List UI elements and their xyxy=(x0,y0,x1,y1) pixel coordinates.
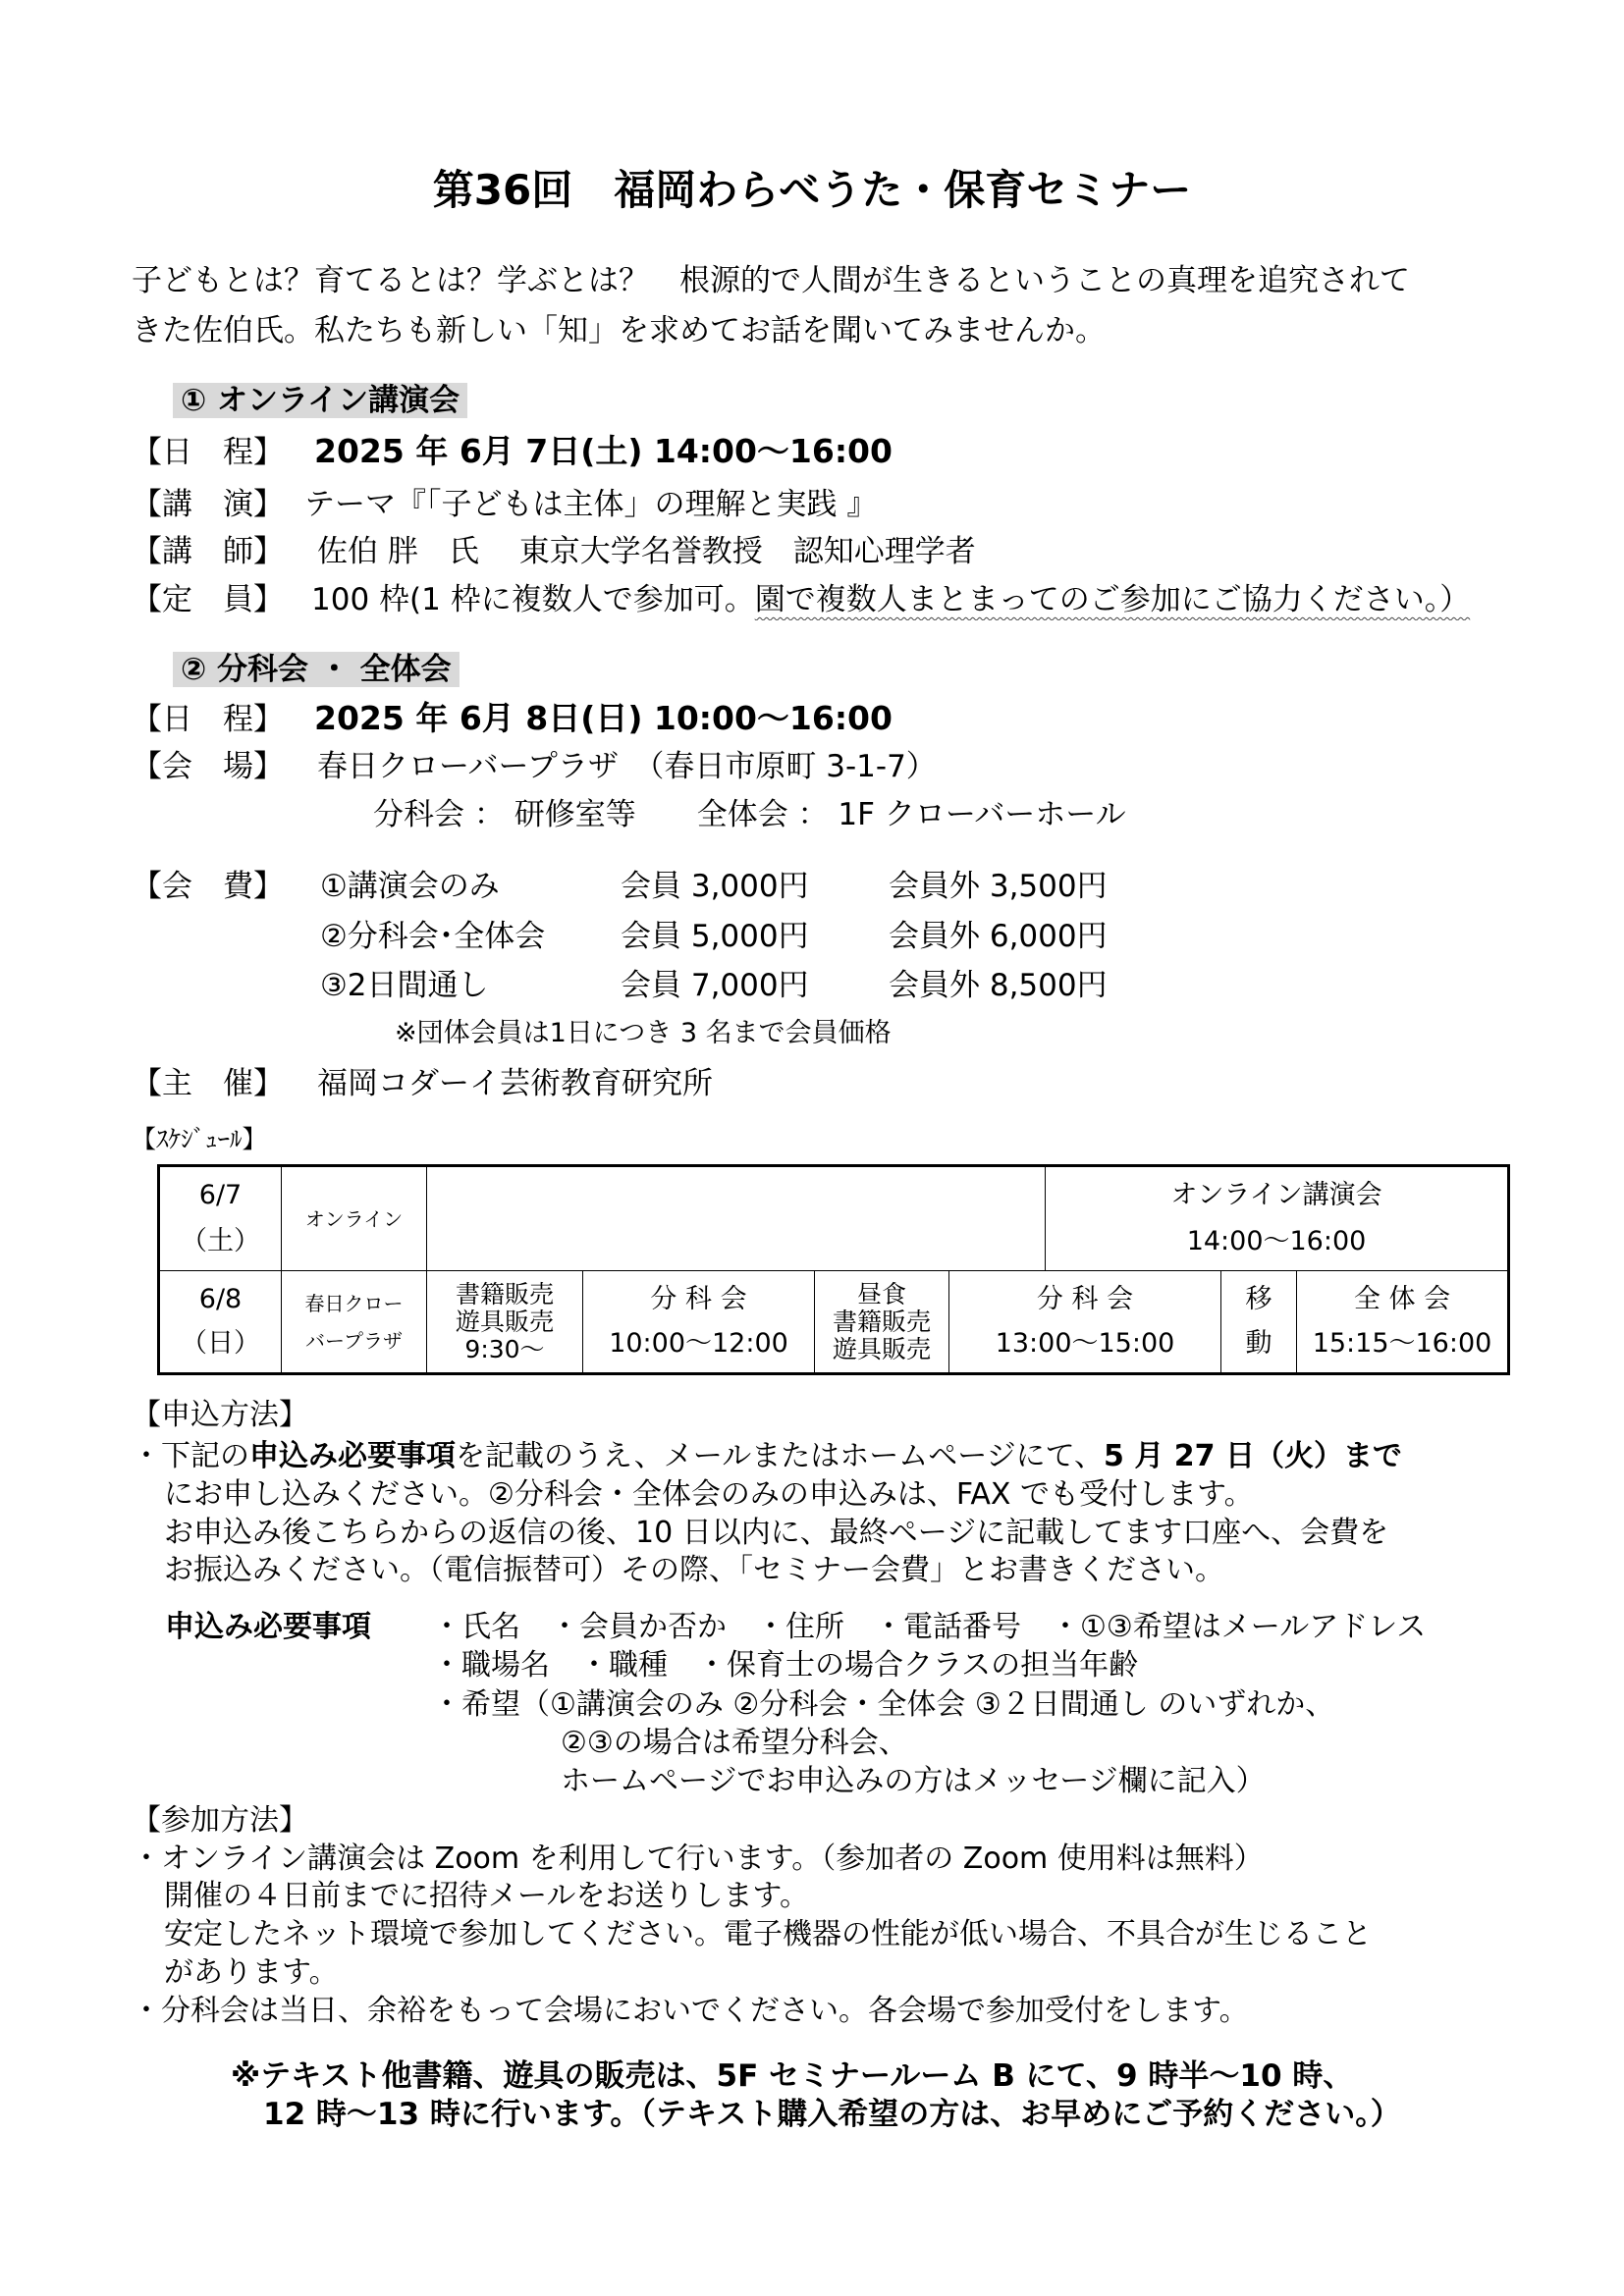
schedule-slot-line: 9:30～ xyxy=(464,1334,545,1363)
required-items-line-5: ホームページでお申込みの方はメッセージ欄に記入） xyxy=(561,1764,1266,1798)
fee-plan: ②分科会･全体会 xyxy=(320,919,546,954)
application-text: を記載のうえ、メールまたはホームページにて、 xyxy=(456,1439,1104,1473)
sessions-venue-row xyxy=(132,746,1585,787)
fee-non-member: 会員外 3,500円 xyxy=(889,869,1108,904)
sessions-date-value: 2025 年 6月 8日(日) 10:00～16:00 xyxy=(314,699,893,737)
lecture-capacity-label: 【定 員】 xyxy=(132,582,284,617)
schedule-slot-line: 13:00～15:00 xyxy=(995,1328,1175,1360)
sessions-rooms: 分科会 ： 研修室等 全体会 ： 1F クローバーホール xyxy=(373,797,1126,832)
schedule-day2-date-cell xyxy=(160,1271,282,1372)
schedule-slot-session-afternoon xyxy=(949,1271,1221,1372)
lecture-capacity-value: 100 枠(1 枠に複数人で参加可。 xyxy=(311,582,755,617)
required-items-line-1: ・氏名 ・会員か否か ・住所 ・電話番号 ・①③希望はメールアドレス xyxy=(432,1610,1427,1644)
fee-plan: ①講演会のみ xyxy=(320,869,500,904)
lecture-speaker-row xyxy=(132,531,1585,572)
application-heading: 【申込方法】 xyxy=(132,1398,308,1432)
schedule-slot-plenary xyxy=(1297,1271,1507,1372)
application-required-emphasis: 申込み必要事項 xyxy=(249,1439,456,1473)
participation-heading: 【参加方法】 xyxy=(132,1803,308,1838)
sessions-date-row xyxy=(132,698,1585,740)
intro-line-2: きた佐伯氏。私たちも新しい「知」を求めてお話を聞いてみませんか。 xyxy=(132,313,1106,348)
fee-row-3 xyxy=(320,965,1585,1006)
lecture-date-row xyxy=(132,431,1585,473)
schedule-day1-event: オンライン講演会 xyxy=(1170,1180,1382,1211)
page-title: 第36回 福岡わらべうた・保育セミナー xyxy=(432,166,1192,214)
schedule-day2-place-line: 春日クロー xyxy=(304,1291,404,1315)
schedule-slot-lunch xyxy=(815,1271,949,1372)
application-line-3: お申込み後こちらからの返信の後、10 日以内に、最終ページに記載してます口座へ、会費を xyxy=(164,1516,1389,1550)
schedule-slot-line: 遊具販売 xyxy=(455,1307,554,1336)
lecture-speaker-value: 佐伯 胖 氏 東京大学名誉教授 認知心理学者 xyxy=(317,534,976,569)
schedule-heading: 【ｽｹｼﾞｭｰﾙ】 xyxy=(132,1125,267,1153)
fee-member: 会員 5,000円 xyxy=(621,919,809,954)
schedule-day2-weekday: （日） xyxy=(181,1328,260,1360)
application-text: ・下記の xyxy=(132,1439,249,1473)
schedule-day1-event-cell xyxy=(1046,1167,1507,1271)
sessions-section-heading xyxy=(173,649,1585,690)
schedule-slot-line: 分 科 会 xyxy=(1036,1283,1134,1314)
participation-line-3: 安定したネット環境で参加してください。電子機器の性能が低い場合、不具合が生じること xyxy=(164,1917,1372,1951)
fee-member: 会員 3,000円 xyxy=(621,869,809,904)
application-deadline: 5 月 27 日（火）まで xyxy=(1104,1439,1402,1473)
schedule-slot-line: 15:15～16:00 xyxy=(1312,1328,1492,1360)
schedule-day1-place-cell xyxy=(282,1167,427,1271)
application-line-1 xyxy=(132,1438,1585,1475)
schedule-table xyxy=(157,1164,1510,1375)
required-items-line-2: ・職場名 ・職種 ・保育士の場合クラスの担当年齢 xyxy=(432,1648,1139,1682)
schedule-slot-line: 書籍販売 xyxy=(832,1307,931,1336)
schedule-day2-date: 6/8 xyxy=(198,1283,243,1314)
fee-non-member: 会員外 6,000円 xyxy=(889,919,1108,954)
schedule-day1-time: 14:00～16:00 xyxy=(1186,1225,1367,1256)
fee-plan: ③2日間通し xyxy=(320,968,489,1003)
schedule-day2-place-cell xyxy=(282,1271,427,1372)
required-items-line-4: ②③の場合は希望分科会、 xyxy=(561,1726,908,1760)
fee-label: 【会 費】 xyxy=(132,869,284,904)
lecture-capacity-row xyxy=(132,579,1585,620)
participation-line-2: 開催の４日前までに招待メールをお送りします。 xyxy=(164,1879,809,1913)
lecture-speaker-label: 【講 師】 xyxy=(132,534,284,569)
required-items-label: 申込み必要事項 xyxy=(165,1610,371,1644)
schedule-slot-line: 10:00～12:00 xyxy=(609,1328,788,1360)
organizer-row xyxy=(132,1063,1585,1104)
schedule-day2-place-line: バープラザ xyxy=(305,1328,403,1353)
schedule-slot-line: 昼食 xyxy=(856,1279,906,1308)
fee-member: 会員 7,000円 xyxy=(621,968,809,1003)
lecture-talk-label: 【講 演】 xyxy=(132,487,284,522)
required-items-line-3: ・希望（①講演会のみ ②分科会・全体会 ③２日間通し のいずれか、 xyxy=(432,1687,1335,1722)
participation-line-1: ・オンライン講演会は Zoom を利用して行います。（参加者の Zoom 使用料は無料） xyxy=(132,1842,1264,1876)
participation-line-4: があります。 xyxy=(164,1955,339,1990)
schedule-slot-line: 全 体 会 xyxy=(1353,1283,1451,1314)
lecture-section-heading xyxy=(173,380,1585,421)
lecture-heading-text: ① オンライン講演会 xyxy=(173,383,467,418)
schedule-slot-move xyxy=(1221,1271,1297,1372)
fee-group-note: ※団体会員は1日につき 3 名まで会員価格 xyxy=(395,1018,892,1048)
lecture-date-value: 2025 年 6月 7日(土) 14:00～16:00 xyxy=(314,432,893,470)
organizer-label: 【主 催】 xyxy=(132,1066,284,1101)
sessions-venue-value: 春日クローバープラザ （春日市原町 3-1-7） xyxy=(317,749,937,784)
sales-note-line-2: 12 時～13 時に行います。（テキスト購入希望の方は、お早めにご予約ください。） xyxy=(263,2097,1401,2132)
lecture-capacity-note: 園で複数人まとまってのご参加にご協力ください。） xyxy=(754,582,1471,617)
fee-non-member: 会員外 8,500円 xyxy=(889,968,1108,1003)
application-line-4: お振込みください。（電信振替可）その際、「セミナー会費」とお書きください。 xyxy=(164,1553,1224,1587)
schedule-day1-weekday: （土） xyxy=(181,1225,260,1256)
schedule-day1-date: 6/7 xyxy=(198,1180,243,1211)
lecture-talk-row xyxy=(132,484,1585,525)
sessions-venue-label: 【会 場】 xyxy=(132,749,284,784)
schedule-day1-empty-cell xyxy=(427,1167,1046,1271)
schedule-slot-line: 動 xyxy=(1245,1328,1272,1360)
schedule-slot-line: 書籍販売 xyxy=(455,1279,554,1308)
participation-line-5: ・分科会は当日、余裕をもって会場においでください。各会場で参加受付をします。 xyxy=(132,1994,1249,2028)
schedule-slot-sales-morning xyxy=(427,1271,583,1372)
sessions-heading-text: ② 分科会 ・ 全体会 xyxy=(173,652,460,687)
schedule-slot-session-morning xyxy=(583,1271,815,1372)
schedule-slot-line: 遊具販売 xyxy=(832,1334,931,1363)
fee-row-2 xyxy=(320,916,1585,957)
lecture-talk-value: テーマ『「子どもは主体」の理解と実践 』 xyxy=(304,487,878,522)
intro-line-1: 子どもとは？育てるとは？学ぶとは？ 根源的で人間が生きるということの真理を追究されて xyxy=(132,263,1410,298)
schedule-slot-line: 移 xyxy=(1245,1283,1272,1314)
application-line-2: にお申し込みください。②分科会・全体会のみの申込みは、FAX でも受付します。 xyxy=(164,1477,1254,1512)
fee-row-1 xyxy=(132,866,1585,907)
schedule-day1-place: オンライン xyxy=(304,1206,404,1231)
schedule-day1-date-cell xyxy=(160,1167,282,1271)
sales-note-line-1: ※テキスト他書籍、遊具の販売は、5F セミナールーム B にて、9 時半～10 時、 xyxy=(231,2058,1354,2094)
lecture-date-label: 【日 程】 xyxy=(132,435,284,470)
organizer-value: 福岡コダーイ芸術教育研究所 xyxy=(317,1066,713,1101)
schedule-slot-line: 分 科 会 xyxy=(650,1283,747,1314)
sessions-date-label: 【日 程】 xyxy=(132,702,284,737)
